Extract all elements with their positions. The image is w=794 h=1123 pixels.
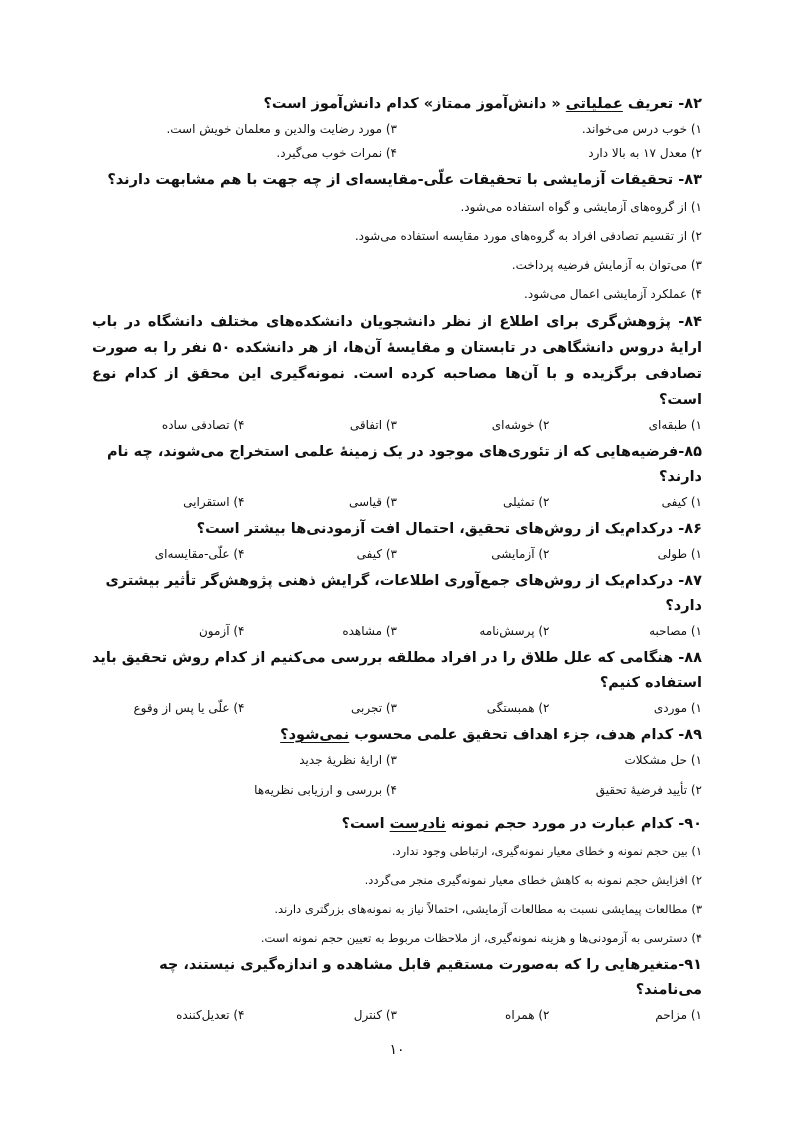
- option-2[interactable]: ۲) خوشه‌ای: [491, 418, 550, 432]
- option-4[interactable]: ۴) آزمون: [198, 624, 245, 638]
- question-91: [92, 953, 702, 1027]
- questions-column: [92, 92, 702, 1027]
- question-83: [92, 168, 702, 309]
- question-stem: ۸۶- درکدام‌یک از روش‌های تحقیق، احتمال افت آزمودنی‌ها بیشتر است؟: [196, 521, 702, 537]
- question-89: [92, 723, 702, 802]
- option-3[interactable]: ۳) مشاهده: [342, 624, 397, 638]
- option-3[interactable]: ۳) مطالعات پیمایشی نسبت به مطالعات آزمایشی، احتمالاً نیاز به نمونه‌های بزرگتری دارند.: [274, 902, 702, 916]
- option-4[interactable]: ۴) نمرات خوب می‌گیرد.: [276, 146, 397, 160]
- option-1[interactable]: ۱) مصاحبه: [649, 624, 702, 638]
- question-85: [92, 440, 702, 514]
- question-86: [92, 517, 702, 566]
- option-4[interactable]: ۴) استقرایی: [183, 495, 245, 509]
- option-2[interactable]: ۲) تأیید فرضیهٔ تحقیق: [595, 783, 702, 797]
- option-4[interactable]: ۴) عملکرد آزمایشی اعمال می‌شود.: [524, 287, 702, 301]
- option-3[interactable]: ۳) مورد رضایت والدین و معلمان خویش است.: [166, 122, 397, 136]
- question-87: [92, 569, 702, 643]
- underlined-keyword: نادرست: [389, 816, 446, 832]
- option-4[interactable]: ۴) تصادفی ساده: [161, 418, 245, 432]
- option-3[interactable]: ۳) تجربی: [351, 701, 397, 715]
- option-1[interactable]: ۱) حل مشکلات: [624, 753, 702, 767]
- option-2[interactable]: ۲) تمثیلی: [503, 495, 550, 509]
- question-90: [92, 812, 702, 953]
- option-4[interactable]: ۴) دسترسی به آزمودنی‌ها و هزینه نمونه‌گیری، از ملاحظات مربوط به تعیین حجم نمونه است.: [260, 931, 702, 945]
- option-1[interactable]: ۱) طولی: [657, 547, 702, 561]
- option-4[interactable]: ۴) علّی یا پس از وقوع: [133, 701, 245, 715]
- option-1[interactable]: ۱) از گروه‌های آزمایشی و گواه استفاده می‌شود.: [460, 200, 702, 214]
- question-stem: ۸۵-فرضیه‌هایی که از تئوری‌های موجود در یک زمینهٔ علمی استخراج می‌شوند، چه نام دارند؟: [107, 444, 702, 485]
- option-2[interactable]: ۲) معدل ۱۷ به بالا دارد: [588, 146, 702, 160]
- question-stem: ۹۱-متغیرهایی را که به‌صورت مستقیم قابل مشاهده و اندازه‌گیری نیستند، چه می‌نامند؟: [159, 957, 702, 998]
- question-stem: ۸۲- تعریف عملیاتی « دانش‌آموز ممتاز» کدام دانش‌آموز است؟: [263, 96, 702, 112]
- underlined-keyword: نمی‌شود؟: [280, 727, 350, 743]
- question-82: [92, 92, 702, 165]
- option-1[interactable]: ۱) خوب درس می‌خواند.: [581, 122, 702, 136]
- option-1[interactable]: ۱) طبقه‌ای: [648, 418, 702, 432]
- option-2[interactable]: ۲) از تقسیم تصادفی افراد به گروه‌های مورد مقایسه استفاده می‌شود.: [354, 229, 702, 243]
- question-stem: ۸۹- کدام هدف، جزء اهداف تحقیق علمی محسوب نمی‌شود؟: [280, 727, 702, 743]
- question-stem: ۹۰- کدام عبارت در مورد حجم نمونه نادرست است؟: [341, 816, 702, 832]
- option-2[interactable]: ۲) افزایش حجم نمونه به کاهش خطای معیار نمونه‌گیری منجر می‌گردد.: [364, 873, 702, 887]
- question-88: [92, 646, 702, 720]
- option-2[interactable]: ۲) همراه: [505, 1008, 550, 1022]
- option-1[interactable]: ۱) بین حجم نمونه و خطای معیار نمونه‌گیری، ارتباطی وجود ندارد.: [391, 844, 702, 858]
- option-1[interactable]: ۱) موردی: [653, 701, 702, 715]
- page-number: ۱۰: [389, 1042, 405, 1058]
- underlined-keyword: عملیاتی: [565, 96, 623, 112]
- option-3[interactable]: ۳) اتفاقی: [349, 418, 397, 432]
- question-84: [92, 309, 702, 437]
- option-1[interactable]: ۱) مزاحم: [655, 1008, 702, 1022]
- option-4[interactable]: ۴) تعدیل‌کننده: [176, 1008, 245, 1022]
- question-stem: ۸۴- پژوهش‌گری برای اطلاع از نظر دانشجویان دانشکده‌های مختلف دانشگاه در باب ارایهٔ دروس دانشگاهی در تابستان و مقایسهٔ آن‌ها، از هر دانشکده ۵۰ نفر را به صورت تصادفی برگزیده و با آن‌ها مصاحبه کرده است. نمونه‌گیری این محقق از کدام نوع است؟: [92, 314, 703, 408]
- option-2[interactable]: ۲) همبستگی: [486, 701, 550, 715]
- option-4[interactable]: ۴) بررسی و ارزیابی نظریه‌ها: [254, 783, 397, 797]
- option-4[interactable]: ۴) علّی-مقایسه‌ای: [154, 547, 245, 561]
- option-2[interactable]: ۲) آزمایشی: [491, 547, 550, 561]
- option-3[interactable]: ۳) ارایهٔ نظریهٔ جدید: [299, 753, 397, 767]
- option-3[interactable]: ۳) کیفی: [356, 547, 397, 561]
- question-stem: ۸۸- هنگامی که علل طلاق را در افراد مطلقه بررسی می‌کنیم از کدام روش تحقیق باید استفاده کنیم؟: [92, 650, 702, 691]
- question-stem: ۸۳- تحقیقات آزمایشی با تحقیقات علّی-مقایسه‌ای از چه جهت با هم مشابهت دارند؟: [107, 172, 702, 188]
- option-3[interactable]: ۳) کنترل: [353, 1008, 397, 1022]
- option-2[interactable]: ۲) پرسش‌نامه: [479, 624, 550, 638]
- option-3[interactable]: ۳) می‌توان به آزمایش فرضیه پرداخت.: [511, 258, 702, 272]
- question-stem: ۸۷- درکدام‌یک از روش‌های جمع‌آوری اطلاعات، گرایش ذهنی پژوهش‌گر تأثیر بیشتری دارد؟: [105, 573, 702, 614]
- option-3[interactable]: ۳) قیاسی: [348, 495, 397, 509]
- option-1[interactable]: ۱) کیفی: [661, 495, 702, 509]
